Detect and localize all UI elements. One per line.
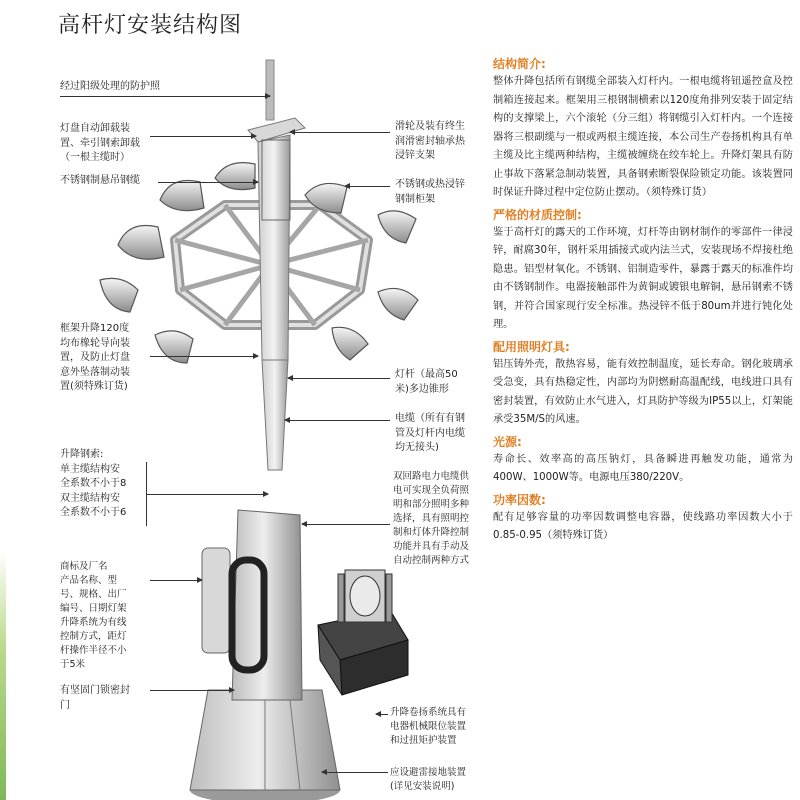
pointer-auto-unload [150,136,256,137]
section-heading: 功率因数: [493,492,546,507]
section-text: 寿命长、效率高的高压钠灯，具备瞬进再触发功能，通常为400W、1000W等。电源电压380/220V。 [493,453,793,483]
label-steel-frame: 不锈钢或热浸锌 钢制柜架 [395,179,465,205]
label-winch-system: 升降卷扬系统具有 电器机械限位装置 和过扭矩护装置 [390,707,467,746]
pointer-cable [285,420,390,421]
section-text: 整体升降包括所有钢缆全部装入灯杆内。一根电缆将钮遥控盒及控制箱连接起来。框架用三根钢制横索以120度角排列安装于固定结构的支撑梁上，六个滚轮（分三组）将钢缆引入灯杆内。一个连接器将三根副缆与一根或两根主缆连接，本公司生产卷扬机构具有单主缆及比主缆两种结构，主缆被缠绕在绞车轮上。升降灯架具有防止事故下落紧急制动装置，具备钢索断裂保险锁定功能。该装置同时保证升降过程中定位防止摆动。（须特殊订货） [493,76,793,198]
pointer-lightning [322,772,388,773]
pointer-steel-cable [158,182,258,183]
label-brand-info: 商标及厂名 产品名称、型 号、规格、出厂 编号、日期灯架 升降系统为有线 控制方式，距灯 杆操作半径不小 于5米 [60,561,127,670]
section-heading: 光源: [493,434,522,449]
pointer-sealed-door [150,690,234,691]
pointer-pulley [290,132,390,133]
spec-column [493,52,793,546]
pointer-frame-guide [150,356,258,357]
section-material [493,206,793,335]
section-text: 鉴于高杆灯的露天的工作环境，灯杆等由钢材制作的零部件一律浸锌，耐腐30年，钢杆采用插接式或内法兰式，安装现场不焊接杜绝隐患。铝型材氧化。不锈钢、铝制造零件，暴露于露天的标准件均由不锈钢制作。电器接触部件为黄铜或镀银电解铜，悬吊钢索不锈钢，并符合国家现行安全标准。热浸锌不低于80um并进行钝化处理。 [493,226,793,330]
label-dual-circuit: 双回路电力电缆供 电可实现全负荷照 明和部分照明多种 选择，具有照明控 制和灯体升降控制 功能并具有手动及 自动控制两种方式 [393,471,470,566]
pointer-winch-system [376,714,388,715]
label-steel-cable: 不锈钢制悬吊钢缆 [60,175,140,186]
pointer-dual-circuit [302,524,390,525]
section-text: 配有足够容量的功率因数调整电容器，使线路功率因数大小于0.85-0.95（须特殊订货） [493,511,793,541]
section-heading: 结构简介: [493,57,546,71]
pointer-pole [288,378,390,379]
section-heading: 严格的材质控制: [493,207,582,222]
section-light-source [493,433,793,488]
pole-base-assembly [190,510,340,800]
label-protective-cover: 经过阳级处理的防护照 [60,81,160,92]
label-lifting-rope: 升降钢索: 单主缆结构安 全系数不小于8 双主缆结构安 全系数不小于6 [60,449,127,518]
pointer-lifting-rope [146,494,268,495]
pointer-steel-frame [345,186,390,187]
label-frame-guide: 框架升降120度 均布橡轮导向装 置，及防止灯盘 意外坠落制动装 置(须特殊订货) [60,323,130,392]
section-text: 铝压铸外壳，散热容易，能有效控制温度，延长寿命。钢化玻璃承受急变，具有热稳定性，内部均为阴燃耐高温配线，电线进口具有密封装置，有效防止水气进入，灯具防护等级为IP55以上，灯架能承受35M/S的风速。 [493,358,793,425]
label-pulley: 滑轮及装有终生 润滑密封轴承热 浸锌支架 [395,121,465,161]
label-auto-unload: 灯盘自动卸载装 置、牵引钢索卸载 （一根主缆时） [60,123,140,163]
pointer-brand-info [150,580,202,581]
label-sealed-door: 有坚固门锁密封 门 [60,685,130,711]
pointer-protective-cover [60,96,270,97]
section-power-factor [493,491,793,546]
section-structure [493,55,793,203]
winch-unit [318,570,408,695]
section-lamp [493,338,793,430]
label-pole: 灯杆（最高50 米)多边锥形 [395,369,458,395]
label-cable: 电缆（所有有钢 管及灯杆内电缆 均无接头) [395,413,465,453]
lamp-head-assembly [100,60,418,363]
pole-upper [262,360,288,470]
page-title: 高杆灯安装结构图 [58,13,243,38]
label-lightning: 应设避雷接地装置 (详见安装说明) [390,767,467,792]
section-heading: 配用照明灯具: [493,339,570,354]
